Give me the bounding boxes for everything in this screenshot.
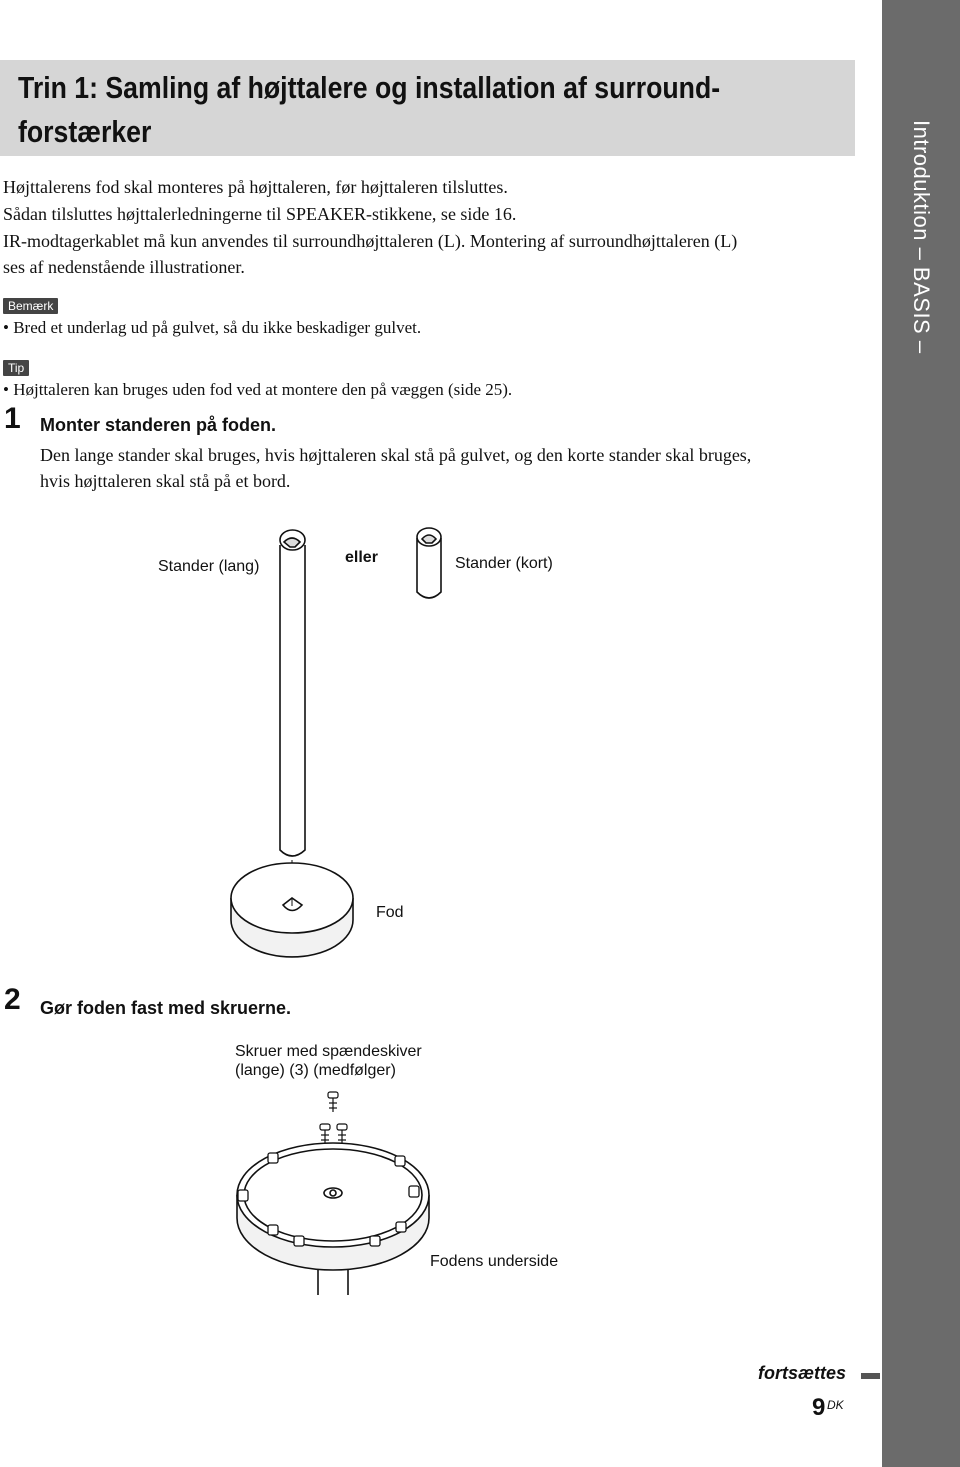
intro-line-2: Sådan tilsluttes højttalerledningerne til SPEAKER-stikkene, se side 16. xyxy=(3,204,517,224)
short-stand-illustration xyxy=(417,528,441,598)
intro-line-3: IR-modtagerkablet må kun anvendes til surroundhøjttaleren (L). Montering af surroundhøjttaleren (L) xyxy=(3,231,738,251)
label-base-underside: Fodens underside xyxy=(430,1253,559,1270)
page-number: 9 xyxy=(812,1394,826,1421)
continues-bar xyxy=(861,1373,880,1379)
page-title-line-1: Trin 1: Samling af højttalere og installation af surround- xyxy=(18,70,721,105)
page-title-line-2: forstærker xyxy=(18,114,152,149)
long-stand-illustration xyxy=(280,530,305,905)
label-screws-line-2: (lange) (3) (medfølger) xyxy=(235,1062,396,1079)
note-text: • Bred et underlag ud på gulvet, så du ikke beskadiger gulvet. xyxy=(3,318,422,337)
step-1-body-line-2: hvis højttaleren skal stå på et bord. xyxy=(40,471,291,491)
label-screws-line-1: Skruer med spændeskiver xyxy=(235,1043,422,1060)
label-long-stand: Stander (lang) xyxy=(158,558,260,575)
page-number-suffix: DK xyxy=(827,1398,844,1412)
base-illustration xyxy=(231,863,353,957)
label-or: eller xyxy=(345,549,378,566)
intro-line-4: ses af nedenstående illustrationer. xyxy=(3,257,245,277)
step-1-heading: Monter standeren på foden. xyxy=(40,415,277,435)
continues-label: fortsættes xyxy=(758,1363,847,1383)
tip-badge: Tip xyxy=(3,360,29,376)
intro-line-1: Højttalerens fod skal monteres på højttaleren, før højttaleren tilsluttes. xyxy=(3,177,508,197)
note-badge: Bemærk xyxy=(3,298,58,314)
step-2-heading: Gør foden fast med skruerne. xyxy=(40,998,292,1018)
step-1-body-line-1: Den lange stander skal bruges, hvis højttaleren skal stå på gulvet, og den korte stander skal bruges, xyxy=(40,445,752,465)
tip-text: • Højttaleren kan bruges uden fod ved at montere den på væggen (side 25). xyxy=(3,380,513,399)
section-side-label: Introduktion – BASIS – xyxy=(909,120,934,354)
label-base: Fod xyxy=(376,904,404,921)
label-short-stand: Stander (kort) xyxy=(455,555,553,572)
step-2-number: 2 xyxy=(4,983,21,1016)
step-1-number: 1 xyxy=(4,402,21,435)
base-underside-illustration xyxy=(237,1143,429,1295)
